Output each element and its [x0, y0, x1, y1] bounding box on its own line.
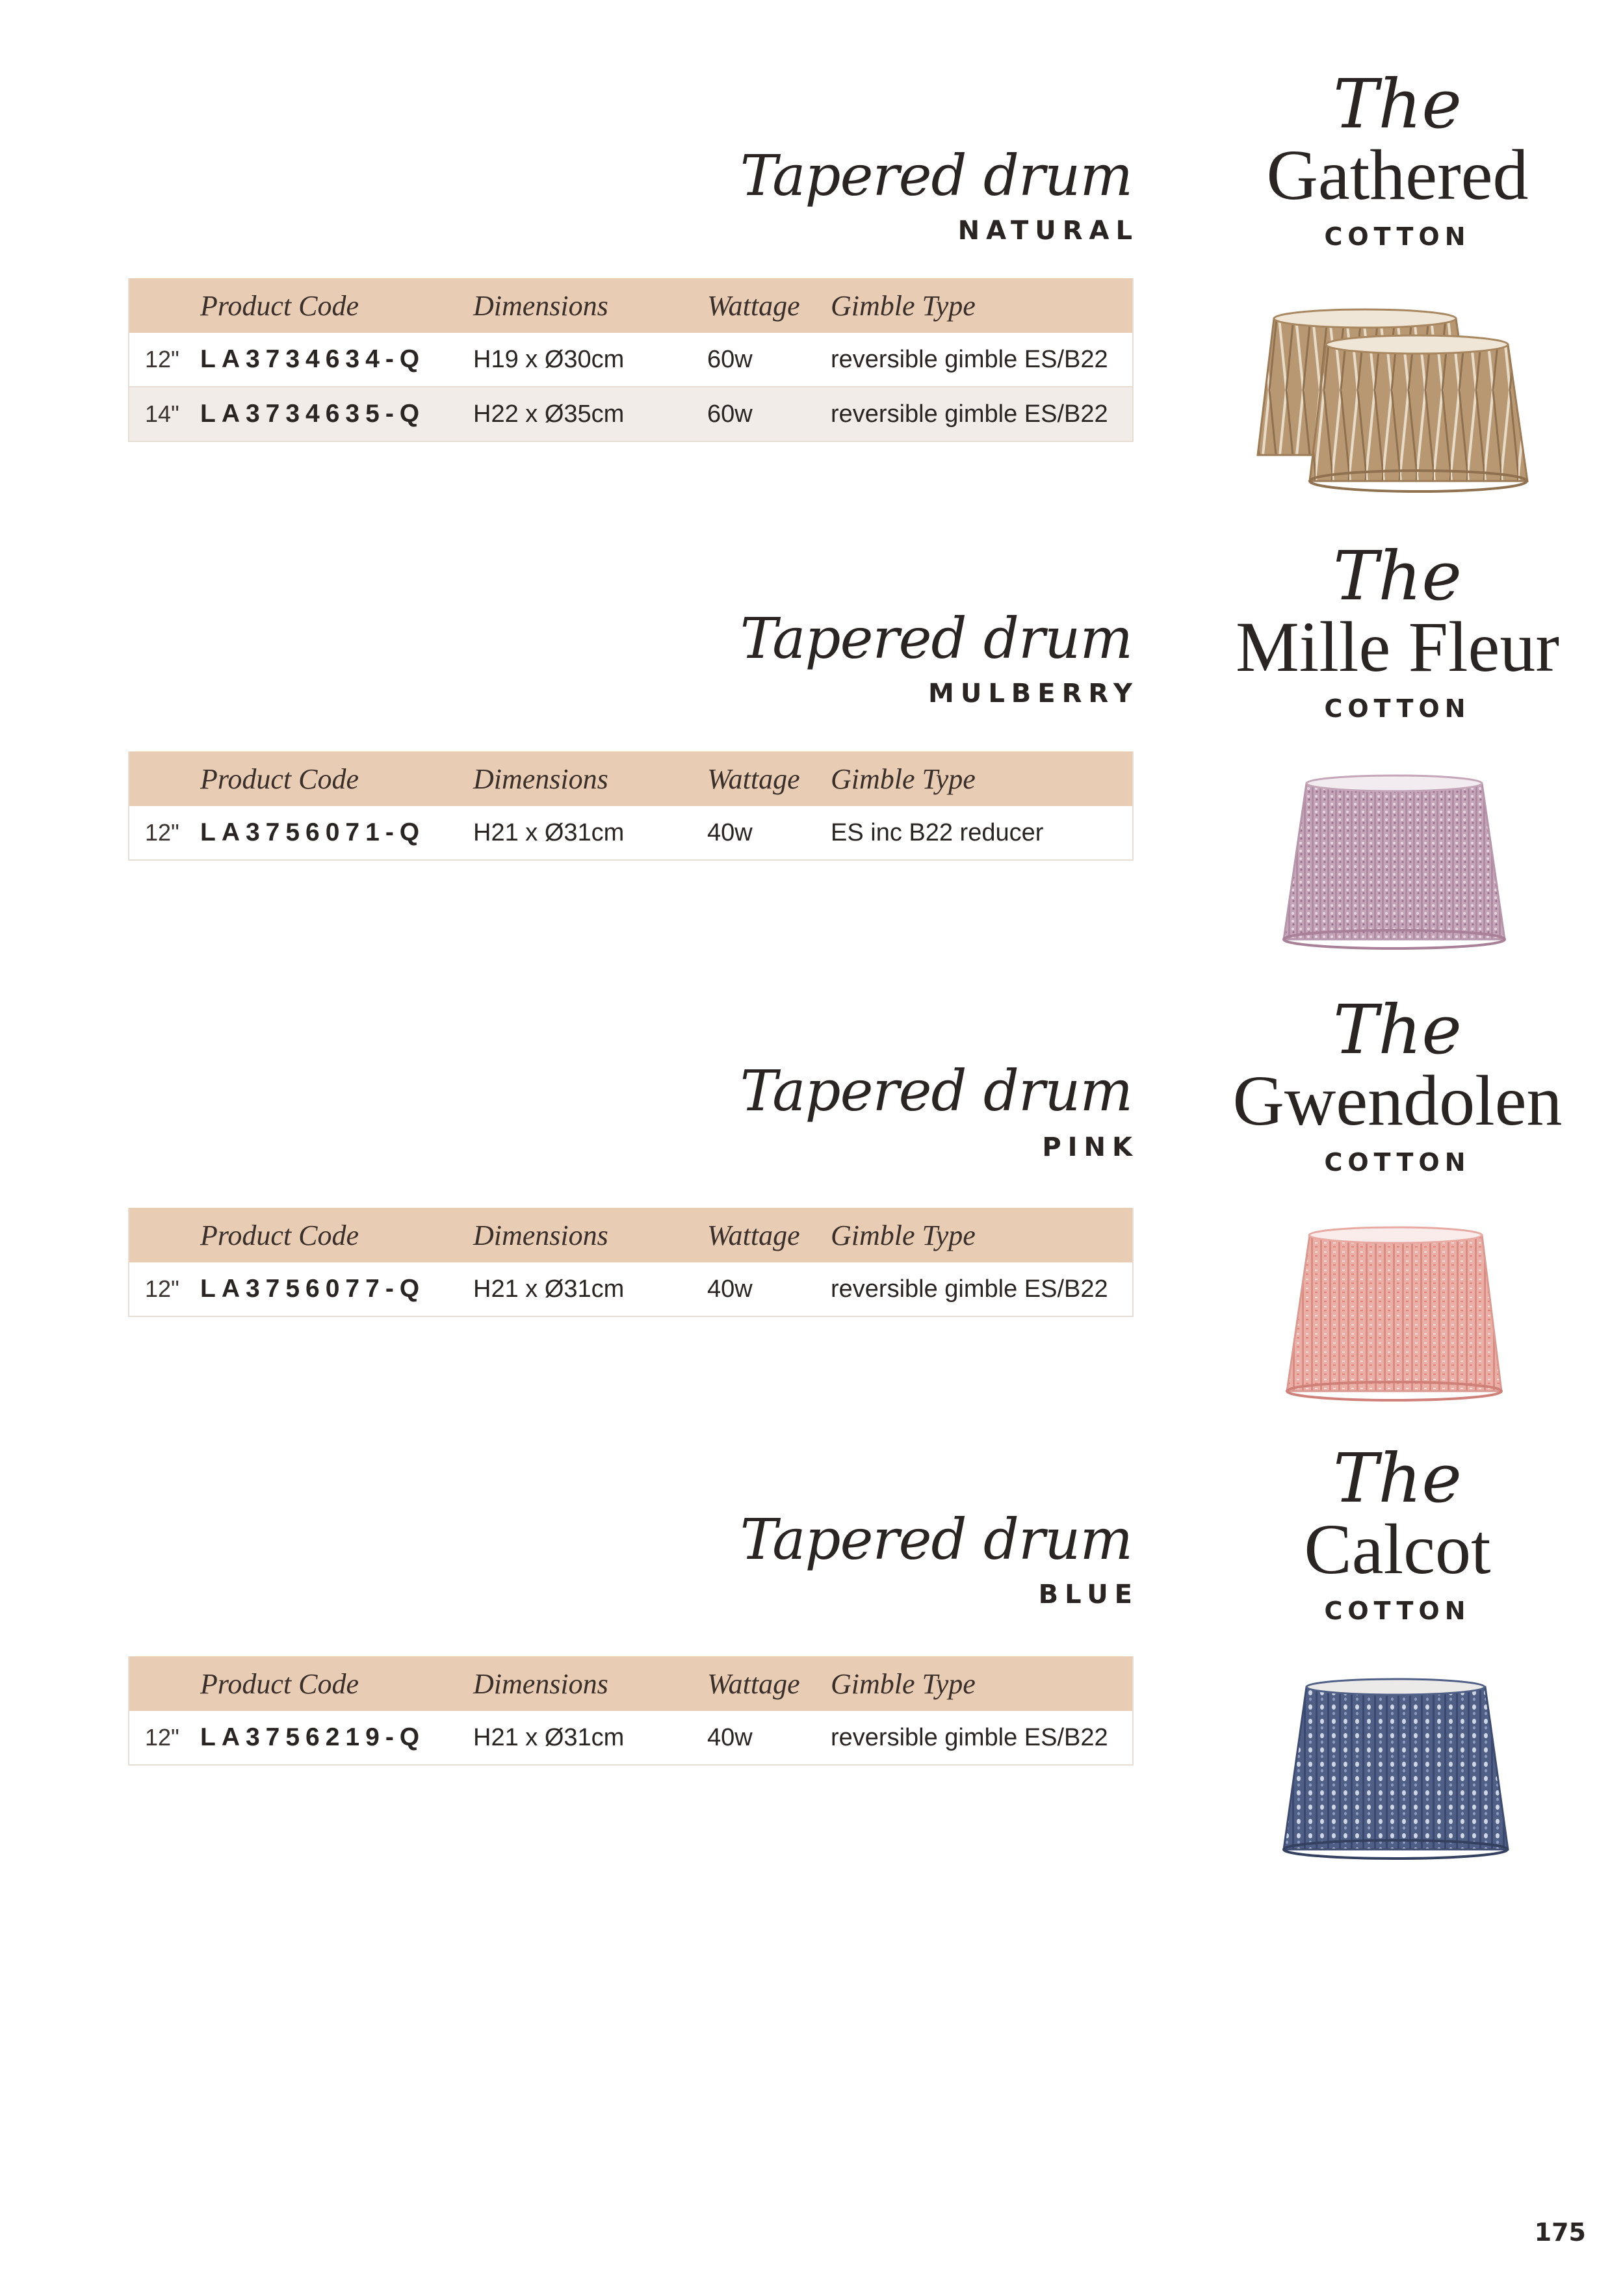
spec-table: [128, 751, 1134, 861]
header-gimble-type: Gimble Type: [831, 278, 1133, 333]
section-title: Tapered drum: [740, 607, 1132, 672]
header-wattage: Wattage: [707, 1208, 831, 1262]
dimensions-cell: H21 x Ø31cm: [473, 1711, 707, 1765]
size-cell: 12": [129, 806, 200, 860]
dimensions-cell: H21 x Ø31cm: [473, 1262, 707, 1316]
gimble-cell: reversible gimble ES/B22: [831, 1711, 1133, 1765]
brand-heading: [1215, 990, 1579, 1177]
header-wattage: Wattage: [707, 278, 831, 333]
table-row: [129, 333, 1133, 387]
header-gimble-type: Gimble Type: [831, 751, 1133, 806]
brand-heading: [1215, 64, 1579, 251]
table-header-row: [129, 751, 1133, 806]
table-row: [129, 387, 1133, 441]
wattage-cell: 60w: [707, 333, 831, 387]
size-cell: 12": [129, 333, 200, 387]
section-title: Tapered drum: [740, 144, 1132, 209]
table-row: [129, 806, 1133, 860]
brand-fabric: COTTON: [1324, 1596, 1471, 1625]
product-code-cell: LA3734634-Q: [200, 333, 473, 387]
gimble-cell: reversible gimble ES/B22: [831, 387, 1133, 441]
brand-the: The: [1333, 990, 1462, 1069]
brand-fabric: COTTON: [1324, 1147, 1471, 1177]
gimble-cell: ES inc B22 reducer: [831, 806, 1133, 860]
section-colour: NATURAL: [957, 216, 1139, 246]
table-header-row: [129, 1656, 1133, 1711]
wattage-cell: 60w: [707, 387, 831, 441]
header-dimensions: Dimensions: [473, 1208, 707, 1262]
header-product-code: Product Code: [200, 1656, 473, 1711]
header-size: [129, 751, 200, 806]
brand-fabric: COTTON: [1324, 694, 1471, 723]
section-colour: MULBERRY: [928, 679, 1139, 709]
table-header-row: [129, 1208, 1133, 1262]
header-product-code: Product Code: [200, 278, 473, 333]
spec-table: [128, 278, 1134, 442]
dimensions-cell: H19 x Ø30cm: [473, 333, 707, 387]
lampshade-natural-image: [1248, 306, 1540, 501]
header-wattage: Wattage: [707, 751, 831, 806]
header-dimensions: Dimensions: [473, 1656, 707, 1711]
lampshade-pink-image: [1284, 1222, 1511, 1411]
product-code-cell: LA3756071-Q: [200, 806, 473, 860]
product-code-cell: LA3756219-Q: [200, 1711, 473, 1765]
brand-the: The: [1333, 536, 1462, 616]
product-code-cell: LA3734635-Q: [200, 387, 473, 441]
header-size: [129, 1208, 200, 1262]
section-colour: BLUE: [1038, 1580, 1139, 1610]
spec-table: [128, 1208, 1134, 1317]
size-cell: 14": [129, 387, 200, 441]
spec-table: [128, 1656, 1134, 1766]
size-cell: 12": [129, 1262, 200, 1316]
wattage-cell: 40w: [707, 1262, 831, 1316]
page-number: 175: [1534, 2218, 1586, 2247]
brand-the: The: [1333, 1439, 1462, 1518]
section-title: Tapered drum: [740, 1507, 1132, 1572]
header-dimensions: Dimensions: [473, 751, 707, 806]
size-cell: 12": [129, 1711, 200, 1765]
brand-fabric: COTTON: [1324, 222, 1471, 251]
header-size: [129, 278, 200, 333]
header-product-code: Product Code: [200, 751, 473, 806]
header-dimensions: Dimensions: [473, 278, 707, 333]
brand-name: Gwendolen: [1232, 1061, 1563, 1140]
table-row: [129, 1711, 1133, 1765]
brand-name: Calcot: [1304, 1509, 1491, 1589]
lampshade-blue-image: [1280, 1674, 1514, 1869]
header-size: [129, 1656, 200, 1711]
table-row: [129, 1262, 1133, 1316]
table-header-row: [129, 278, 1133, 333]
dimensions-cell: H21 x Ø31cm: [473, 806, 707, 860]
header-gimble-type: Gimble Type: [831, 1656, 1133, 1711]
brand-name: Gathered: [1266, 135, 1529, 215]
lampshade-mulberry-image: [1280, 770, 1508, 959]
section-colour: PINK: [1042, 1132, 1139, 1162]
header-wattage: Wattage: [707, 1656, 831, 1711]
gimble-cell: reversible gimble ES/B22: [831, 333, 1133, 387]
wattage-cell: 40w: [707, 806, 831, 860]
brand-the: The: [1333, 64, 1462, 144]
brand-name: Mille Fleur: [1235, 607, 1559, 686]
brand-heading: [1215, 536, 1579, 723]
header-gimble-type: Gimble Type: [831, 1208, 1133, 1262]
section-title: Tapered drum: [740, 1059, 1132, 1124]
brand-heading: [1215, 1439, 1579, 1625]
wattage-cell: 40w: [707, 1711, 831, 1765]
header-product-code: Product Code: [200, 1208, 473, 1262]
gimble-cell: reversible gimble ES/B22: [831, 1262, 1133, 1316]
product-code-cell: LA3756077-Q: [200, 1262, 473, 1316]
dimensions-cell: H22 x Ø35cm: [473, 387, 707, 441]
